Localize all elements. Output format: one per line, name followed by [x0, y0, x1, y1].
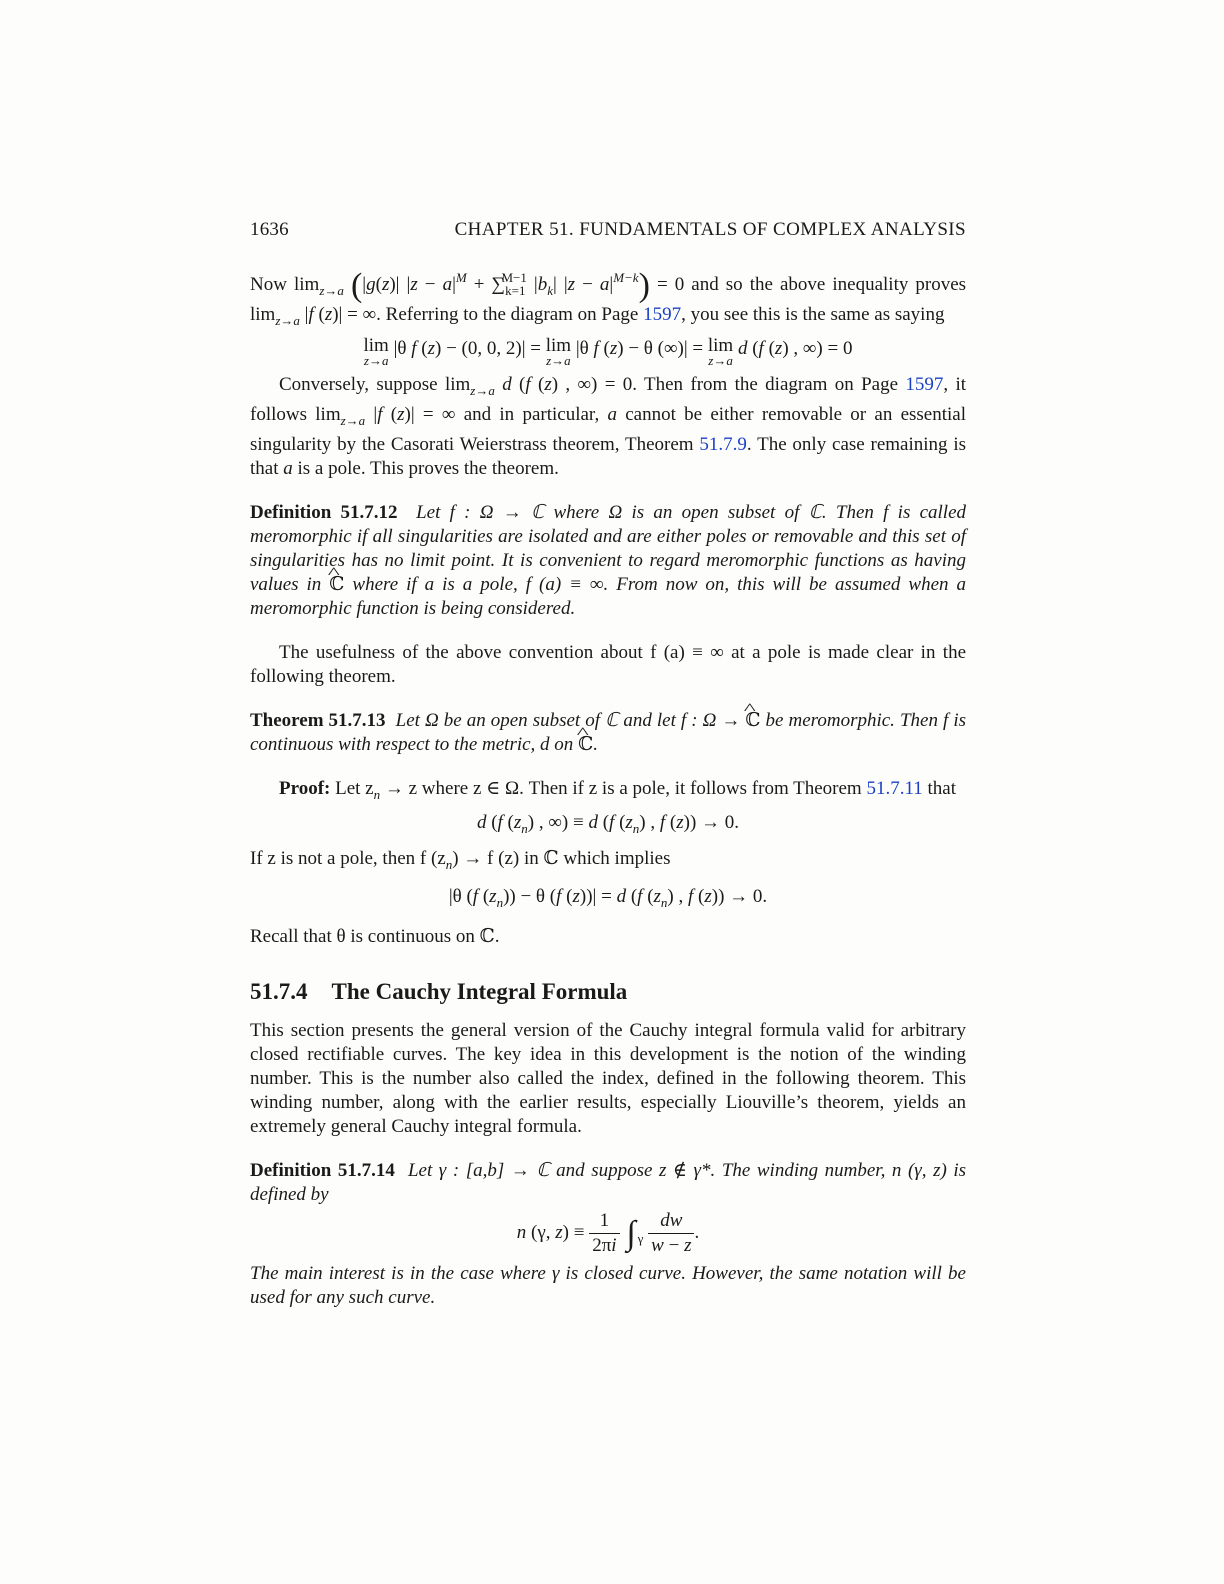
- paragraph-recall: Recall that θ is continuous on ℂ.: [250, 926, 500, 947]
- equation-theta-limit: lim z→a |θ f (z) − (0, 0, 2)| = lim z→a |θ f (z) − θ (∞)| = lim z→a d (f (z) , ∞) = 0: [363, 335, 853, 368]
- section-heading: [250, 977, 966, 1007]
- paragraph-limit: Now $\lim_{z\to a} (|g(z)|$ $|z - a|^M + \sum_{k=1}^{M-1}$ $|b_k|$ $|z - a|^{M-k}) = 0$ and so the above inequality proves $\lim_{z\to a} |f$ (z)| = ∞. Referring to the diagram on Page 1597, you see this is the same as saying: [250, 267, 967, 328]
- equation-winding-number: n (γ, z) ≡ $\frac{1}{2\pi i}$ ∫ $_\gamma$ $\frac{dw}{w - z}$ .: [516, 1210, 700, 1256]
- running-head: [250, 218, 966, 242]
- chapter-title: CHAPTER 51. FUNDAMENTALS OF COMPLEX ANALYSIS: [454, 219, 966, 240]
- theorem-link-51-7-11[interactable]: 51.7.11: [866, 778, 923, 799]
- page-link-1597[interactable]: 1597: [643, 304, 682, 325]
- definition-label: Definition 51.7.12: [250, 502, 398, 523]
- definition-note: The main interest is in the case where γ is closed curve. However, the same notation will be used for any such curve.: [250, 1263, 966, 1308]
- theorem-continuity: Theorem 51.7.13 Let Ω be an open subset of ℂ and let f : Ω → ^ ℂ be meromorphic. Then f is continuous with respect to the metric, d on ^ ℂ.: [250, 709, 966, 757]
- equation-theta-distance: |θ (f $(z_n)) - \theta$ (f (z))| = d (f $(z_n)$ , f (z)) → 0.: [448, 886, 768, 910]
- definition-winding-number: Definition 51.7.14 Let γ : [a,b] → ℂ and suppose z ∉ γ*. The winding number, n (γ, z) is defined by: [250, 1160, 967, 1205]
- paragraph-section-intro: This section presents the general version of the Cauchy integral formula valid for arbitrary closed rectifiable curves. The key idea in this development is the notion of the winding number. This is the number also called the index, defined in the following theorem. This winding number, along with the earlier results, especially Liouville’s theorem, yields an extremely general Cauchy integral formula.: [250, 1020, 966, 1137]
- theorem-link-51-7-9[interactable]: 51.7.9: [699, 434, 747, 455]
- paragraph-conversely: Conversely, suppose $\lim_{z\to a} d$ (f (z) , ∞) = 0. Then from the diagram on Page 1597, it follows $\lim_{z\to a} |f$ (z)| = ∞ and in particular, a cannot be either removable or an essential singularity by the Casorati Weierstrass theorem, Theorem 51.7.9. The only case remaining is that a is a pole. This proves the theorem.: [250, 374, 967, 479]
- theorem-label: Theorem 51.7.13: [250, 710, 386, 731]
- section-title: The Cauchy Integral Formula: [331, 979, 628, 1004]
- definition-label-2: Definition 51.7.14: [250, 1160, 395, 1181]
- paragraph-usefulness: The usefulness of the above convention about f (a) ≡ ∞ at a pole is made clear in the following theorem.: [250, 642, 966, 687]
- page-number: 1636: [250, 219, 289, 240]
- definition-meromorphic: Definition 51.7.12 Let f : Ω → ℂ where Ω is an open subset of ℂ. Then f is called meromorphic if all singularities are isolated and are either poles or removable and this set of singularities has no limit point. It is convenient to regard meromorphic functions as having values in ^ ℂ where if a is a pole, f (a) ≡ ∞. From now on, this will be assumed when a meromorphic function is being considered.: [250, 501, 966, 621]
- page-body: [250, 218, 966, 1310]
- proof-label: Proof:: [279, 778, 331, 799]
- equation-distance-infinity: d (f $(z_n)$ , ∞) ≡ d (f $(z_n)$ , f (z)) → 0.: [476, 812, 740, 836]
- proof-paragraph: Proof: Let $z_n \to z$ where z ∈ Ω. Then if z is a pole, it follows from Theorem 51.7.11 that: [279, 778, 957, 802]
- extended-complex-symbol: ^ ℂ: [329, 573, 344, 597]
- section-number: 51.7.4: [250, 979, 308, 1004]
- paragraph-not-pole: If z is not a pole, then f $(z_n) \to f$ (z) in ℂ which implies: [250, 848, 671, 872]
- page-link-1597-b[interactable]: 1597: [905, 374, 944, 395]
